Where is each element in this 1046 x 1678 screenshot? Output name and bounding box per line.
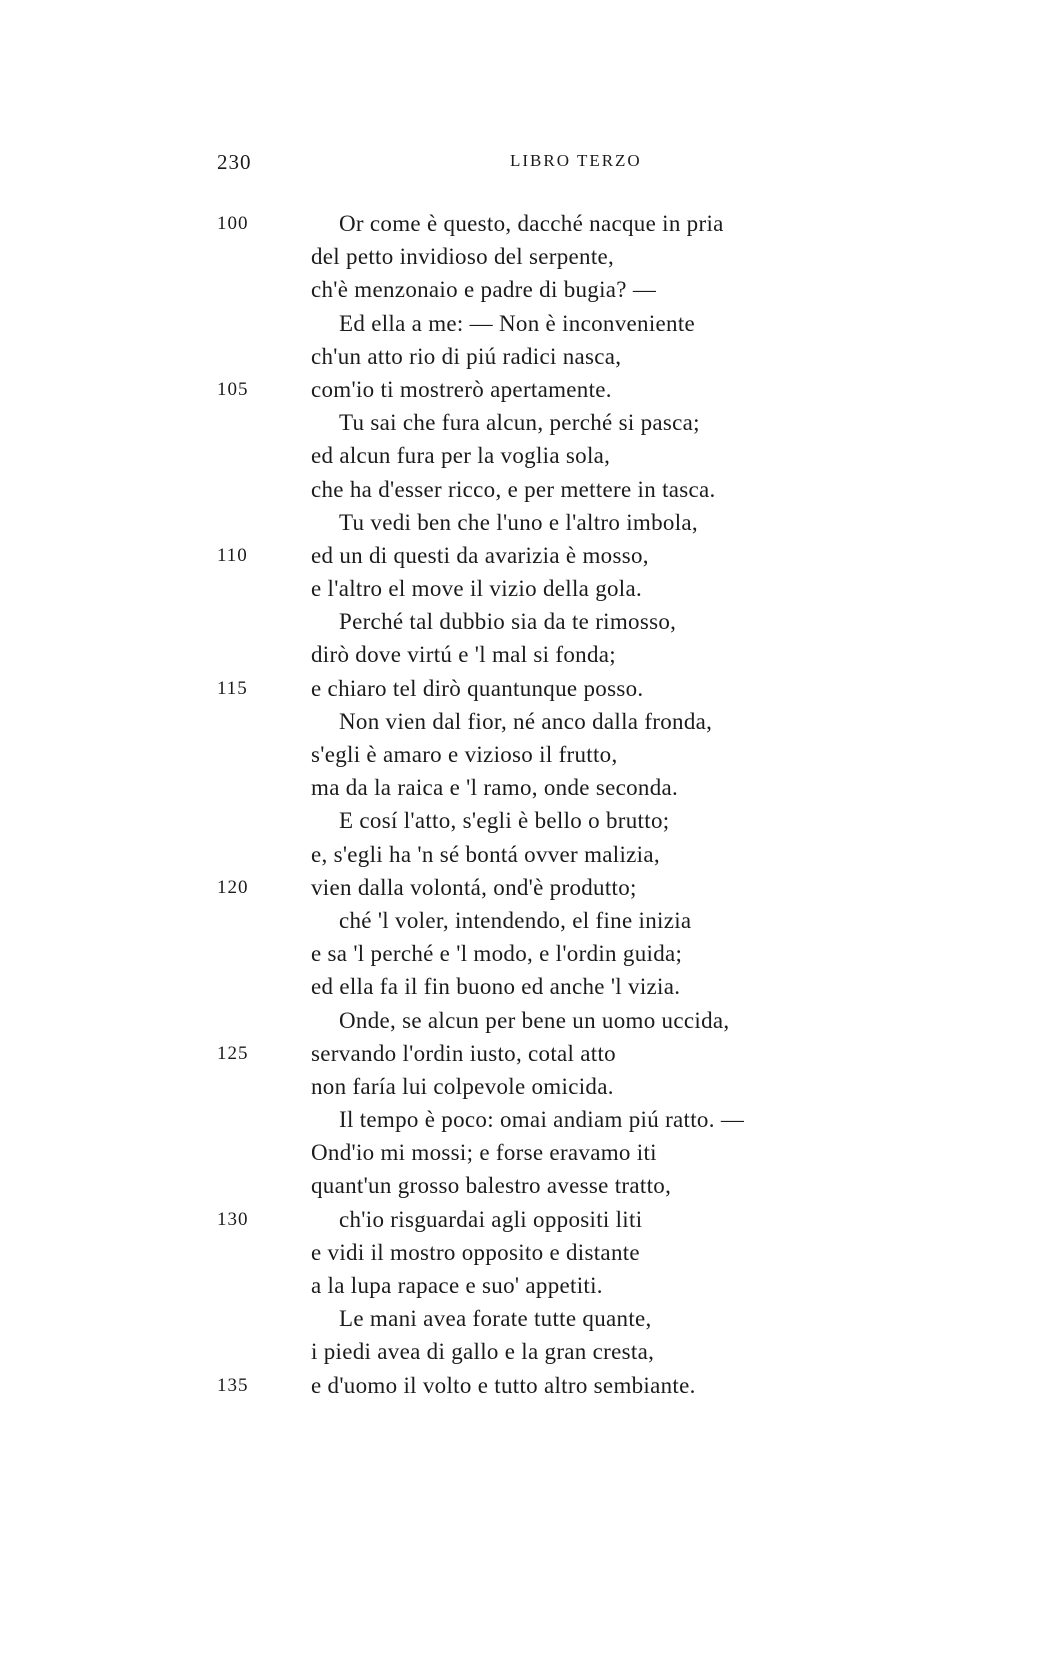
running-title: LIBRO TERZO [510, 151, 642, 170]
verse-text: i piedi avea di gallo e la gran cresta, [311, 1339, 655, 1365]
verse-text: vien dalla volontá, ond'è produtto; [311, 874, 637, 900]
verse-line [0, 373, 1046, 406]
verse-line [0, 970, 1046, 1003]
line-number: 100 [217, 213, 249, 234]
verse-line [0, 1302, 1046, 1335]
verse-line [0, 1136, 1046, 1169]
verse-line [0, 506, 1046, 539]
verse-line [0, 838, 1046, 871]
verse-line [0, 871, 1046, 904]
verse-text: che ha d'esser ricco, e per mettere in tasca. [311, 476, 716, 502]
verse-text: Non vien dal fior, né anco dalla fronda, [339, 708, 713, 734]
line-number: 135 [217, 1374, 249, 1396]
verse-text: Il tempo è poco: omai andiam piú ratto. — [339, 1107, 745, 1133]
verse-text: ch'io risguardai agli oppositi liti [339, 1206, 643, 1232]
verse-text: Ed ella a me: — Non è inconveniente [339, 310, 696, 336]
verse-text: e vidi il mostro opposito e distante [311, 1239, 640, 1265]
verse-line [0, 572, 1046, 605]
verse-line [0, 439, 1046, 472]
verse-text: ed un di questi da avarizia è mosso, [311, 542, 649, 568]
verse-line [0, 738, 1046, 771]
verse-text: Onde, se alcun per bene un uomo uccida, [339, 1007, 730, 1033]
verse-line [0, 771, 1046, 804]
verse-text: ch'un atto rio di piú radici nasca, [311, 343, 622, 369]
verse-line [0, 1335, 1046, 1368]
verse-text: ma da la raica e 'l ramo, onde seconda. [311, 775, 679, 801]
verse-line [0, 1169, 1046, 1202]
verse-line [0, 904, 1046, 937]
verse-line [0, 1070, 1046, 1103]
verse-text: dirò dove virtú e 'l mal si fonda; [311, 642, 616, 668]
verse-text: quant'un grosso balestro avesse tratto, [311, 1173, 672, 1199]
verse-text: e chiaro tel dirò quantunque posso. [311, 675, 644, 701]
verse-text: Or come è questo, dacché nacque in pria [339, 211, 724, 236]
verse-line [0, 937, 1046, 970]
page-number: 230 [217, 150, 252, 174]
verse-text: Le mani avea forate tutte quante, [339, 1306, 652, 1332]
verse-line [0, 1203, 1046, 1236]
verse-line [0, 638, 1046, 671]
verse-text: Tu vedi ben che l'uno e l'altro imbola, [339, 509, 698, 535]
verse-text: e sa 'l perché e 'l modo, e l'ordin guida; [311, 941, 683, 967]
verse-line [0, 473, 1046, 506]
verse-list [0, 207, 1046, 1402]
verse-line [0, 1236, 1046, 1269]
verse-text: com'io ti mostrerò apertamente. [311, 376, 612, 402]
line-number: 120 [217, 876, 249, 898]
verse-text: Ond'io mi mossi; e forse eravamo iti [311, 1140, 657, 1166]
verse-text: s'egli è amaro e vizioso il frutto, [311, 742, 618, 767]
verse-text: ché 'l voler, intendendo, el fine inizia [339, 907, 692, 933]
verse-line [0, 273, 1046, 306]
verse-line [0, 672, 1046, 705]
verse-line [0, 340, 1046, 373]
verse-text: e d'uomo il volto e tutto altro sembiante. [311, 1372, 696, 1398]
verse-text: ed ella fa il fin buono ed anche 'l vizia. [311, 974, 681, 1000]
verse-line [0, 1037, 1046, 1070]
verse-text: ch'è menzonaio e padre di bugia? — [311, 277, 657, 303]
verse-line [0, 804, 1046, 837]
page-header [0, 150, 1046, 180]
verse-line [0, 406, 1046, 439]
line-number: 125 [217, 1042, 249, 1064]
line-number: 115 [217, 677, 248, 699]
verse-text: a la lupa rapace e suo' appetiti. [311, 1273, 603, 1298]
verse-text: ed alcun fura per la voglia sola, [311, 443, 611, 469]
verse-line [0, 1369, 1046, 1402]
verse-line [0, 1103, 1046, 1136]
verse-text: e, s'egli ha 'n sé bontá ovver malizia, [311, 841, 660, 867]
verse-line [0, 1004, 1046, 1037]
verse-line [0, 539, 1046, 572]
line-number: 105 [217, 378, 249, 400]
verse-text: non faría lui colpevole omicida. [311, 1073, 614, 1099]
verse-text: Perché tal dubbio sia da te rimosso, [339, 609, 677, 635]
verse-text: del petto invidioso del serpente, [311, 244, 615, 270]
line-number: 130 [217, 1208, 249, 1230]
verse-line [0, 1269, 1046, 1302]
verse-line [0, 240, 1046, 273]
verse-line [0, 605, 1046, 638]
verse-text: e l'altro el move il vizio della gola. [311, 576, 643, 602]
verse-text: E cosí l'atto, s'egli è bello o brutto; [339, 808, 670, 834]
verse-text: Tu sai che fura alcun, perché si pasca; [339, 410, 700, 436]
verse-line [0, 307, 1046, 340]
line-number: 110 [217, 544, 248, 566]
verse-line [0, 207, 1046, 240]
verse-text: servando l'ordin iusto, cotal atto [311, 1040, 616, 1066]
verse-line [0, 705, 1046, 738]
